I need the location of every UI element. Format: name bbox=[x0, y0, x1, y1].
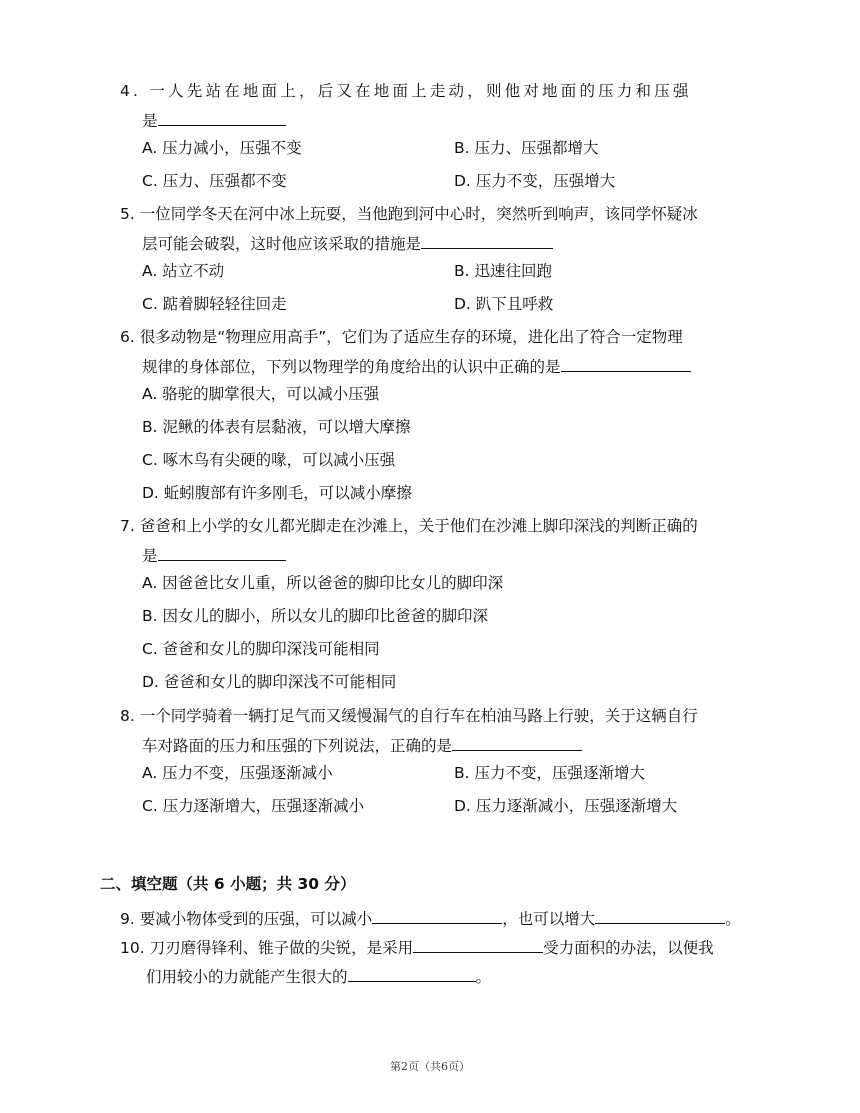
option-d[interactable]: D. 爸爸和女儿的脚印深浅不可能相同 bbox=[142, 673, 397, 691]
question-8-line2 bbox=[142, 734, 582, 757]
option-b[interactable]: B. 因女儿的脚小，所以女儿的脚印比爸爸的脚印深 bbox=[142, 607, 488, 625]
question-text: 一位同学冬天在河中冰上玩耍，当他跑到河中心时，突然听到响声，该同学怀疑冰 bbox=[139, 205, 698, 223]
question-text: 刀刃磨得锋利、锥子做的尖锐，是采用 bbox=[149, 939, 414, 957]
question-text: 要减小物体受到的压强，可以减小 bbox=[139, 910, 373, 928]
question-number: 7. bbox=[120, 517, 135, 535]
answer-blank[interactable] bbox=[561, 355, 691, 372]
question-text: 是 bbox=[142, 112, 158, 130]
option-c[interactable]: C. 爸爸和女儿的脚印深浅可能相同 bbox=[142, 640, 380, 658]
option-c[interactable]: C. 压力逐渐增大，压强逐渐减小 bbox=[142, 797, 365, 815]
question-4-line2 bbox=[142, 109, 286, 132]
option-a[interactable]: A. 压力不变，压强逐渐减小 bbox=[142, 764, 333, 782]
answer-blank[interactable] bbox=[372, 907, 502, 924]
option-b[interactable]: B. 迅速往回跑 bbox=[454, 262, 552, 280]
option-c[interactable]: C. 啄木鸟有尖硬的喙，可以减小压强 bbox=[142, 451, 396, 469]
question-text: 们用较小的力就能产生很大的 bbox=[146, 968, 348, 986]
question-text: 是 bbox=[142, 547, 158, 565]
answer-blank[interactable] bbox=[158, 544, 286, 561]
answer-blank[interactable] bbox=[595, 907, 725, 924]
question-7-line1 bbox=[120, 515, 698, 537]
question-10-line2 bbox=[146, 965, 491, 988]
answer-blank[interactable] bbox=[158, 109, 286, 126]
answer-blank[interactable] bbox=[452, 734, 582, 751]
question-number: 6. bbox=[120, 328, 135, 346]
question-number: 4. bbox=[120, 82, 142, 100]
option-c[interactable]: C. 踮着脚轻轻往回走 bbox=[142, 295, 287, 313]
question-5-line1 bbox=[120, 203, 698, 225]
question-text: 车对路面的压力和压强的下列说法，正确的是 bbox=[142, 737, 453, 755]
question-4-line1 bbox=[120, 80, 692, 102]
question-9 bbox=[120, 907, 741, 930]
question-number: 8. bbox=[120, 707, 135, 725]
option-b[interactable]: B. 泥鳅的体表有层黏液，可以增大摩擦 bbox=[142, 418, 411, 436]
question-6-line1 bbox=[120, 326, 683, 348]
question-6-line2 bbox=[142, 355, 691, 378]
question-5-line2 bbox=[142, 232, 553, 255]
question-text: 。 bbox=[725, 910, 741, 928]
question-number: 9. bbox=[120, 910, 135, 928]
question-number: 5. bbox=[120, 205, 135, 223]
option-d[interactable]: D. 趴下且呼救 bbox=[454, 295, 554, 313]
option-b[interactable]: B. 压力、压强都增大 bbox=[454, 139, 599, 157]
question-text: 爸爸和上小学的女儿都光脚走在沙滩上，关于他们在沙滩上脚印深浅的判断正确的 bbox=[139, 517, 698, 535]
answer-blank[interactable] bbox=[421, 232, 553, 249]
option-d[interactable]: D. 压力不变，压强增大 bbox=[454, 172, 616, 190]
answer-blank[interactable] bbox=[348, 965, 476, 982]
question-text: 一个同学骑着一辆打足气而又缓慢漏气的自行车在柏油马路上行驶，关于这辆自行 bbox=[139, 707, 698, 725]
page-footer: 第2页（共6页） bbox=[390, 1060, 470, 1073]
question-text: ，也可以增大 bbox=[502, 910, 596, 928]
question-10-line1 bbox=[120, 936, 714, 959]
section-title: 二、填空题（共 6 小题；共 30 分） bbox=[100, 875, 356, 893]
question-number: 10. bbox=[120, 939, 145, 957]
question-text: 受力面积的办法，以便我 bbox=[543, 939, 714, 957]
question-text: 规律的身体部位，下列以物理学的角度给出的认识中正确的是 bbox=[142, 358, 561, 376]
question-text: 很多动物是“物理应用高手”，它们为了适应生存的环境，进化出了符合一定物理 bbox=[139, 328, 683, 346]
option-b[interactable]: B. 压力不变，压强逐渐增大 bbox=[454, 764, 645, 782]
question-8-line1 bbox=[120, 705, 698, 727]
option-d[interactable]: D. 蚯蚓腹部有许多刚毛，可以减小摩擦 bbox=[142, 484, 412, 502]
answer-blank[interactable] bbox=[413, 936, 543, 953]
question-text: 。 bbox=[475, 968, 492, 986]
option-c[interactable]: C. 压力、压强都不变 bbox=[142, 172, 287, 190]
option-a[interactable]: A. 因爸爸比女儿重，所以爸爸的脚印比女儿的脚印深 bbox=[142, 574, 504, 592]
option-d[interactable]: D. 压力逐渐减小，压强逐渐增大 bbox=[454, 797, 678, 815]
question-text: 层可能会破裂，这时他应该采取的措施是 bbox=[142, 235, 422, 253]
question-text: 一人先站在地面上，后又在地面上走动，则他对地面的压力和压强 bbox=[149, 82, 692, 100]
option-a[interactable]: A. 压力减小，压强不变 bbox=[142, 139, 302, 157]
option-a[interactable]: A. 骆驼的脚掌很大，可以减小压强 bbox=[142, 385, 380, 403]
question-7-line2 bbox=[142, 544, 286, 567]
option-a[interactable]: A. 站立不动 bbox=[142, 262, 225, 280]
